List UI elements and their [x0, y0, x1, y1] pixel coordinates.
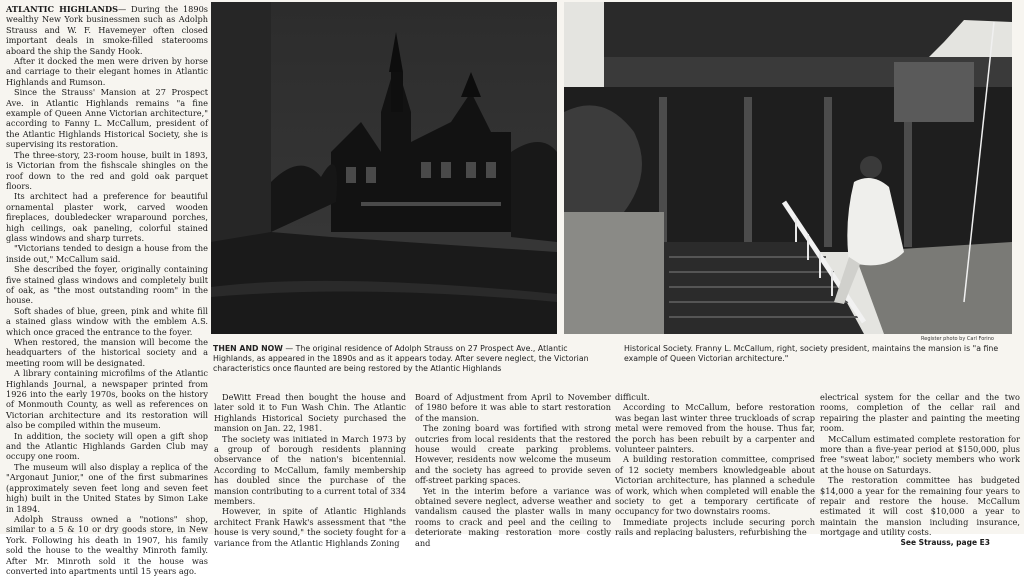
article-paragraph: electrical system for the cellar and the two rooms, completion of the cellar rail and repairing the plaster and painting the meeting room.	[820, 392, 1020, 434]
lead-paragraph: ATLANTIC HIGHLANDS— During the 1890s wealthy New York businessmen such as Adolph Strauss and W. F. Havemeyer often closed important deals in smoke-filled staterooms aboard the ship the Sandy Hook.	[6, 4, 209, 56]
dateline: ATLANTIC HIGHLANDS	[6, 4, 119, 14]
article-paragraph: Its architect had a preference for beautiful ornamental plaster work, carved wooden fireplaces, doubledecker wraparound porches, high ceilings, oak paneling, colorful stained glass windows and sharp turrets.	[6, 191, 208, 243]
article-column-5	[820, 392, 1020, 547]
article-paragraph: When restored, the mansion will become the headquarters of the historical society and a meeting room will be designated.	[6, 337, 208, 368]
article-paragraph: After it docked the men were driven by horse and carriage to their elegant homes in Atlantic Highlands and Rumson.	[6, 56, 208, 87]
article-paragraph: Immediate projects include securing porch rails and replacing balusters, refurbishing the	[615, 516, 815, 538]
photo-caption-right: Historical Society. Franny L. McCallum, right, society president, maintains the mansion is "a fine example of Queen Victorian architecture."	[624, 344, 999, 363]
article-paragraph: Adolph Strauss owned a "notions" shop, similar to a 5 & 10 or dry goods store, in New York. Following his death in 1907, his family sold the house to the wealthy Minroth family. After Mr. Minroth sold it the house was converted into apartments until 15 years ago.	[6, 513, 208, 576]
article-paragraph: "Victorians tended to design a house from the inside out," McCallum said.	[6, 243, 208, 264]
article-column-3	[415, 392, 611, 548]
article-paragraph: The three-story, 23-room house, built in 1893, is Victorian from the fishscale shingles on the roof down to the red and gold oak parquet floors.	[6, 149, 208, 191]
article-paragraph: Yet in the interim before a variance was obtained severe neglect, adverse weather and vandalism caused the plaster walls in many rooms to crack and peel and the ceiling to deteriorate making restoration more costly and	[415, 485, 611, 548]
article-paragraph: The museum will also display a replica of the "Argonaut Junior," one of the first submarines (approximately seven feet long and seven feet high) built in the United States by Simon Lake in 1894.	[6, 461, 208, 514]
article-paragraph: McCallum estimated complete restoration for more than a five-year period at $150,000, plus free "sweat labor," society members who work at the house on Saturdays.	[820, 433, 1020, 475]
article-paragraph: According to McCallum, before restoration was began last winter three truckloads of scrap metal were removed from the house. Thus far, the porch has been rebuilt by a carpenter and volunteer painters.	[615, 402, 815, 455]
article-paragraph: Board of Adjustment from April to November of 1980 before it was able to start restoration of the mansion.	[415, 392, 611, 423]
article-paragraph: difficult.	[615, 392, 650, 402]
article-paragraph: The restoration committee has budgeted $14,000 a year for the remaining four years to repair and restore the house. McCallum estimated it will cost $10,000 a year to maintain the mansion including insurance, mortgage and utility costs.	[820, 475, 1020, 538]
historic-photo-illustration	[211, 2, 557, 334]
article-paragraph: However, in spite of Atlantic Highlands architect Frank Hawk's assessment that "the house is very sound," the society fought for a variance from the Atlantic Highlands Zoning	[214, 506, 406, 548]
caption-kicker: THEN AND NOW	[213, 344, 283, 353]
article-column-2	[214, 392, 406, 548]
article-paragraph: Soft shades of blue, green, pink and white fill a stained glass window with the emblem A.S. which once graced the entrance to the foyer.	[6, 305, 208, 337]
caption-text: — The original residence of Adolph Strauss on 27 Prospect Ave., Atlantic Highlands, as appeared in the 1890s and as it appears today. After severe neglect, the Victorian characteristics once flaunted are being restored by the Atlantic Highlands	[213, 344, 589, 373]
article-paragraph: The society was initiated in March 1973 by a group of borough residents planning observance of the nation's bicentennial. According to McCallum, family membership has doubled since the purchase of the mansion contributing to a current total of 334 members.	[214, 433, 406, 507]
article-paragraph: She described the foyer, originally containing five stained glass windows and completely built of oak, as "the most outstanding room" in the house.	[6, 264, 208, 306]
article-column-4	[615, 392, 815, 538]
photo-credit: Register photo by Carl Forino	[921, 336, 994, 342]
article-paragraph: The zoning board was fortified with strong outcries from local residents that the restored house would create parking problems. However, residents now welcome the museum and the society has agreed to provide seven off-street parking spaces.	[415, 423, 611, 486]
present-mansion-photo	[564, 2, 1012, 334]
article-paragraph: Since the Strauss' Mansion at 27 Prospect Ave. in Atlantic Highlands remains "a fine example of Queen Anne Victorian architecture," according to Fanny L. McCallum, president of the Atlantic Highlands Historical Society, she is supervising its restoration.	[6, 87, 208, 150]
article-paragraph: DeWitt Fread then bought the house and later sold it to Fun Wash Chin. The Atlantic Highlands Historical Society purchased the mansion on Jan. 22, 1981.	[214, 392, 406, 434]
article-paragraph: A library containing microfilms of the Atlantic Highlands Journal, a newspaper printed from 1926 into the early 1970s, books on the history of Monmouth County, as well as references on Victorian architecture and its restoration will also be compiled within the museum.	[6, 368, 208, 431]
historic-mansion-photo	[211, 2, 557, 334]
present-photo-illustration	[564, 2, 1012, 334]
jump-line: See Strauss, page E3	[900, 537, 990, 547]
article-paragraph: A building restoration committee, comprised of 12 society members knowledgeable about Victorian architecture, has planned a schedule of work, which when completed will enable the society to get a temporary certificate of occupancy for two downstairs rooms.	[615, 454, 815, 517]
photo-caption-left	[213, 344, 601, 374]
article-paragraph: In addition, the society will open a gift shop and the Atlantic Highlands Garden Club may occupy one room.	[6, 430, 208, 462]
article-column-left	[6, 4, 209, 576]
